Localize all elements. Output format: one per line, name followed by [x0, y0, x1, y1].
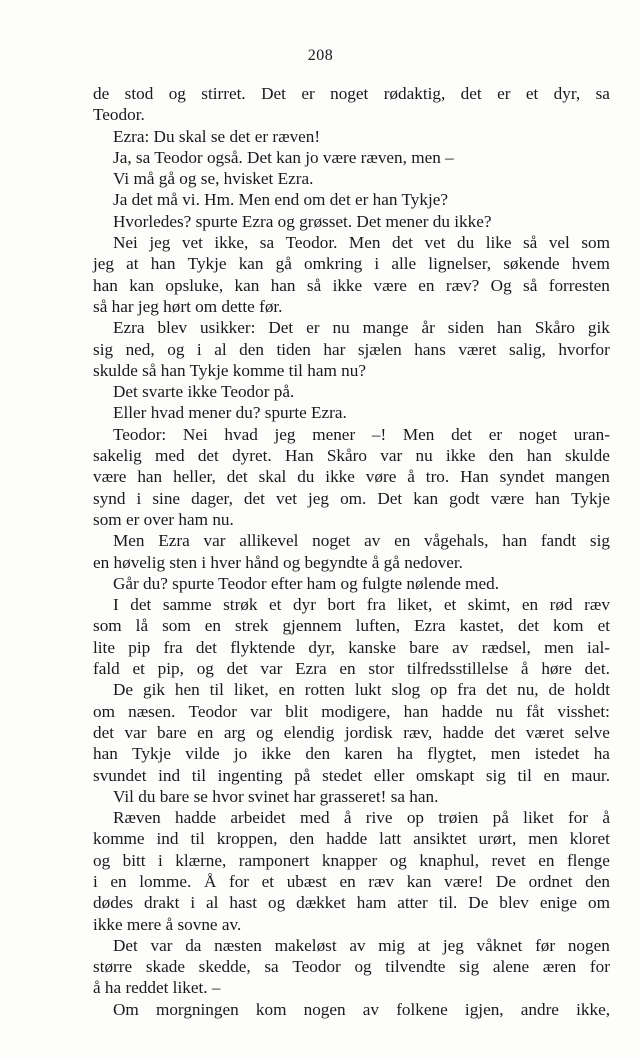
text-line: Teodor: Nei hvad jeg mener –! Men det er noget uran-: [113, 424, 610, 444]
text-line: ikke mere å sovne av.: [93, 914, 242, 934]
text-line: skulde så han Tykje komme til ham nu?: [93, 360, 366, 380]
text-line: Det svarte ikke Teodor på.: [113, 382, 295, 402]
text-line: Ræven hadde arbeidet med å rive op trøien på liket for å: [113, 808, 610, 828]
text-line: svundet ind til ingenting på stedet eller omskapt sig til en maur.: [93, 765, 610, 785]
body-text: [93, 83, 610, 1020]
text-line: i en lomme. Å for et ubæst en ræv kan være! De ordnet den: [93, 871, 610, 891]
text-line: Nei jeg vet ikke, sa Teodor. Men det vet du like så vel som: [113, 233, 610, 253]
text-line: Ja, sa Teodor også. Det kan jo være ræven, men –: [113, 147, 454, 167]
text-line: Teodor.: [93, 105, 145, 125]
text-line: jeg at han Tykje kan gå omkring i alle lignelser, søkende hvem: [93, 254, 610, 274]
text-line: å ha reddet liket. –: [93, 978, 221, 998]
text-line: Går du? spurte Teodor efter ham og fulgte nølende med.: [113, 573, 500, 593]
text-line: som lå som en strek gjennem luften, Ezra kastet, det kom et: [93, 616, 610, 636]
text-line: og bitt i klærne, ramponert knapper og knaphul, revet en flenge: [93, 850, 610, 870]
text-line: være han heller, det skal du ikke vøre å tro. Han syndet mangen: [93, 467, 610, 487]
text-line: Vil du bare se hvor svinet har grasseret! sa han.: [113, 786, 439, 806]
text-line: så har jeg hørt om dette før.: [93, 296, 283, 316]
text-line: han Tykje vilde jo ikke den karen ha flygtet, men istedet ha: [93, 744, 610, 764]
text-line: Eller hvad mener du? spurte Ezra.: [113, 403, 347, 423]
text-line: Ezra blev usikker: Det er nu mange år siden han Skåro gik: [113, 318, 610, 338]
text-line: sakelig med det dyret. Han Skåro var nu ikke den han skulde: [93, 446, 610, 466]
text-line: fald et pip, og det var Ezra en stor tilfredsstillelse å høre det.: [93, 659, 610, 679]
text-line: Hvorledes? spurte Ezra og grøsset. Det mener du ikke?: [113, 211, 492, 231]
text-line: Om morgningen kom nogen av folkene igjen, andre ikke,: [113, 999, 610, 1019]
text-line: Ja det må vi. Hm. Men end om det er han Tykje?: [113, 190, 448, 210]
text-line: synd i sine dager, det vet jeg om. Det kan godt være han Tykje: [93, 488, 610, 508]
text-line: større skade skedde, sa Teodor og tilvendte sig alene æren for: [93, 957, 610, 977]
text-line: en høvelig sten i hver hånd og begyndte å gå nedover.: [93, 552, 463, 572]
text-line: Det var da næsten makeløst av mig at jeg våknet før nogen: [113, 935, 610, 955]
text-line: I det samme strøk et dyr bort fra liket, et skimt, en rød ræv: [113, 595, 610, 615]
text-line: det var bare en arg og elendig jordisk ræv, hadde det været selve: [93, 722, 610, 742]
page-number: 208: [307, 47, 334, 64]
text-line: De gik hen til liket, en rotten lukt slog op fra det nu, de holdt: [113, 680, 610, 700]
text-line: Men Ezra var allikevel noget av en vågehals, han fandt sig: [113, 531, 610, 551]
text-line: om næsen. Teodor var blit modigere, han hadde nu fåt visshet:: [93, 701, 610, 721]
text-line: han kan opsluke, kan han så ikke være en ræv? Og så forresten: [93, 275, 610, 295]
text-line: komme ind til kroppen, den hadde latt ansiktet urørt, men kloret: [93, 829, 610, 849]
text-line: Vi må gå og se, hvisket Ezra.: [113, 169, 314, 189]
text-line: lite pip fra det flyktende dyr, kanske bare av rædsel, men ial-: [93, 637, 610, 657]
text-line: Ezra: Du skal se det er ræven!: [113, 126, 321, 146]
text-line: som er over ham nu.: [93, 509, 234, 529]
text-line: sig ned, og i al den tiden har sjælen hans været salig, hvorfor: [93, 339, 610, 359]
text-line: de stod og stirret. Det er noget rødaktig, det er et dyr, sa: [93, 84, 610, 103]
text-line: dødes drakt i al hast og dækket ham atter til. De blev enige om: [93, 893, 610, 913]
